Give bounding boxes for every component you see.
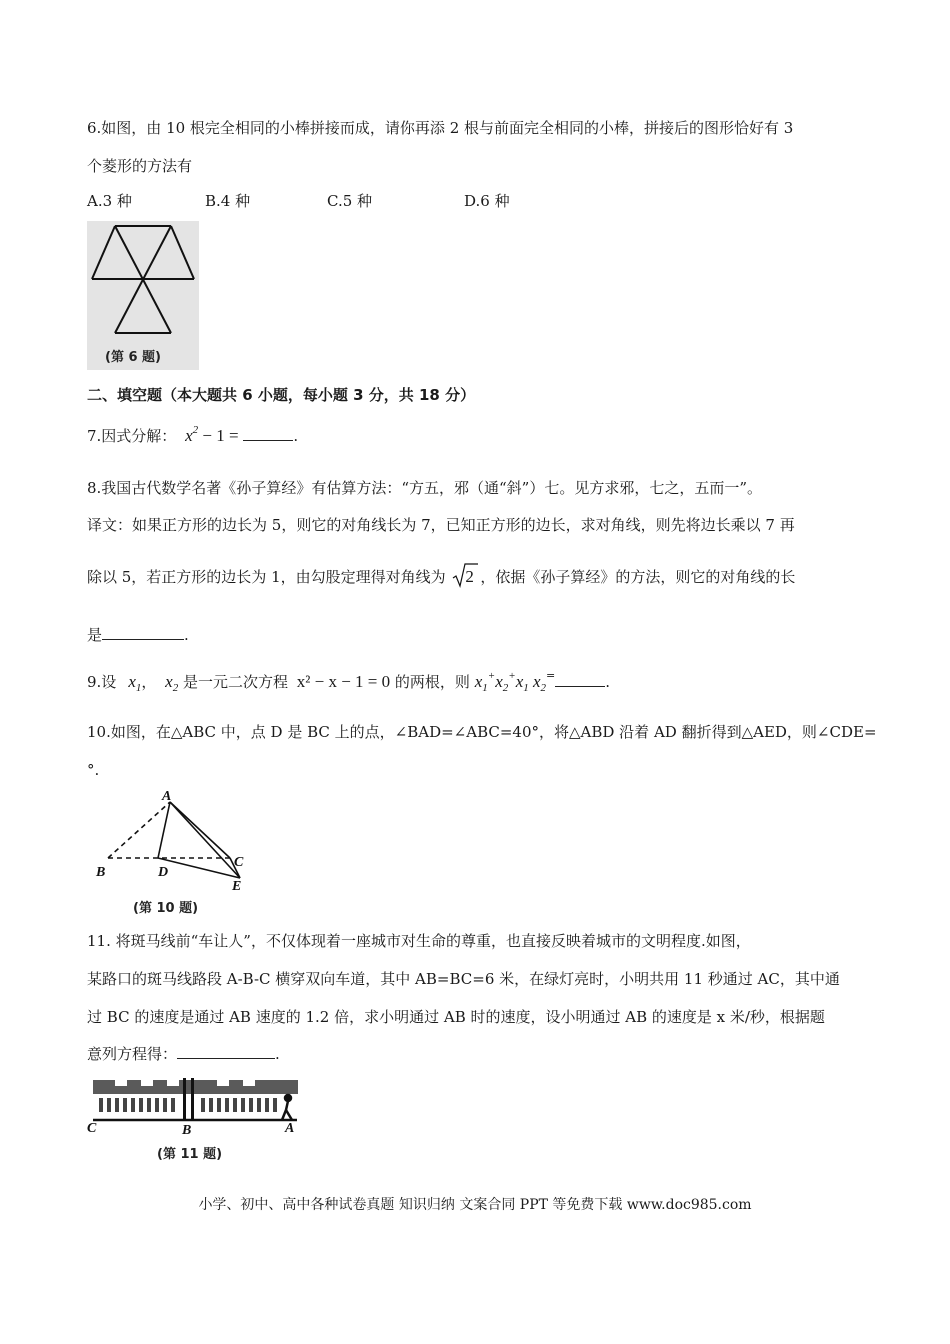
q10-label-c: C bbox=[234, 855, 244, 870]
q10-label-a: A bbox=[162, 789, 172, 804]
q6-figure bbox=[87, 221, 199, 370]
q8-text-line3: 除以 5，若正方形的边长为 1，由勾股定理得对角线为 2 ，依据《孙子算经》的方法，则它的对角线的长 bbox=[87, 566, 795, 587]
q8-answer-blank bbox=[102, 625, 184, 640]
q6-option-a: A.3 种 bbox=[87, 192, 132, 210]
q6-text-line1: 6.如图，由 10 根完全相同的小棒拼接而成，请你再添 2 根与前面完全相同的小棒，拼接后的图形恰好有 3 bbox=[87, 119, 794, 137]
footer-text: 小学、初中、高中各种试卷真题 知识归纳 文案合同 PPT 等免费下载 www.doc985.com bbox=[198, 1197, 752, 1213]
q10-text-line2: °. bbox=[87, 761, 100, 779]
q7-prefix: 7.因式分解： bbox=[87, 427, 177, 445]
q6-option-b: B.4 种 bbox=[205, 192, 251, 210]
q11-text-line3: 过 BC 的速度是通过 AB 速度的 1.2 倍，求小明通过 AB 时的速度，设小明通过 AB 的速度是 x 米/秒，根据题 bbox=[87, 1008, 825, 1026]
q10-figure-caption: (第 10 题) bbox=[133, 901, 199, 916]
q11-answer-blank bbox=[177, 1044, 275, 1059]
q11-text-line2: 某路口的斑马线路段 A-B-C 横穿双向车道，其中 AB=BC=6 米，在绿灯亮时，小明共用 11 秒通过 AC，其中通 bbox=[87, 970, 840, 988]
walker-icon bbox=[282, 1095, 292, 1120]
q10-label-b: B bbox=[96, 865, 106, 880]
q9-line: 9.设 $x_1$， $x_2$ 是一元二次方程 x² − x − 1 = 0 的两根，则 $x_1^+x_2^+x_1$ $x_2^=$ . bbox=[87, 669, 611, 694]
q11-label-a: A bbox=[285, 1121, 295, 1136]
q9-expression: $x_1^+x_2^+x_1$ $x_2$ bbox=[474, 670, 547, 694]
q6-text-line2: 个菱形的方法有 bbox=[87, 157, 193, 175]
q6-figure-caption: (第 6 题) bbox=[105, 350, 161, 365]
q9-x2: $x_2$ bbox=[165, 672, 179, 694]
q6-option-c: C.5 种 bbox=[327, 192, 373, 210]
q10-label-e: E bbox=[232, 879, 242, 894]
q10-text-line1: 10.如图，在△ABC 中，点 D 是 BC 上的点，∠BAD=∠ABC=40°，将△ABD 沿着 AD 翻折得到△AED，则∠CDE= bbox=[87, 723, 877, 741]
q11-label-c: C bbox=[87, 1121, 97, 1136]
q7-answer-blank bbox=[243, 426, 293, 441]
q11-figure bbox=[87, 1076, 307, 1168]
q11-figure-caption: (第 11 题) bbox=[157, 1147, 223, 1162]
q9-answer-blank bbox=[555, 672, 605, 687]
q11-text-line1: 11. 将斑马线前“车让人”，不仅体现着一座城市对生命的尊重，也直接反映着城市的文明程度.如图， bbox=[87, 932, 751, 950]
q9-x1: $x_1$ bbox=[128, 672, 142, 694]
q11-text-line4: 意列方程得： . bbox=[87, 1045, 280, 1063]
q10-figure bbox=[90, 788, 260, 916]
q7-expression: $x^2 - 1$ = bbox=[185, 424, 239, 445]
q8-sqrt: 2 bbox=[452, 566, 478, 586]
q8-text-line2: 译文：如果正方形的边长为 5，则它的对角线长为 7，已知正方形的边长，求对角线，则先将边长乘以 7 再 bbox=[87, 516, 795, 534]
q11-label-b: B bbox=[182, 1123, 192, 1138]
q6-option-d: D.6 种 bbox=[464, 192, 510, 210]
q7-line: 7.因式分解： $x^2 - 1$ = . bbox=[87, 424, 299, 445]
q8-text-line1: 8.我国古代数学名著《孙子算经》有估算方法：“方五，邪（通“斜”）七。见方求邪，七之，五而一”。 bbox=[87, 479, 762, 497]
q9-equation: x² − x − 1 = 0 bbox=[296, 672, 391, 691]
q8-text-line4: 是 . bbox=[87, 626, 189, 644]
section-2-title: 二、填空题（本大题共 6 小题，每小题 3 分，共 18 分） bbox=[87, 386, 476, 404]
q10-label-d: D bbox=[158, 865, 169, 880]
